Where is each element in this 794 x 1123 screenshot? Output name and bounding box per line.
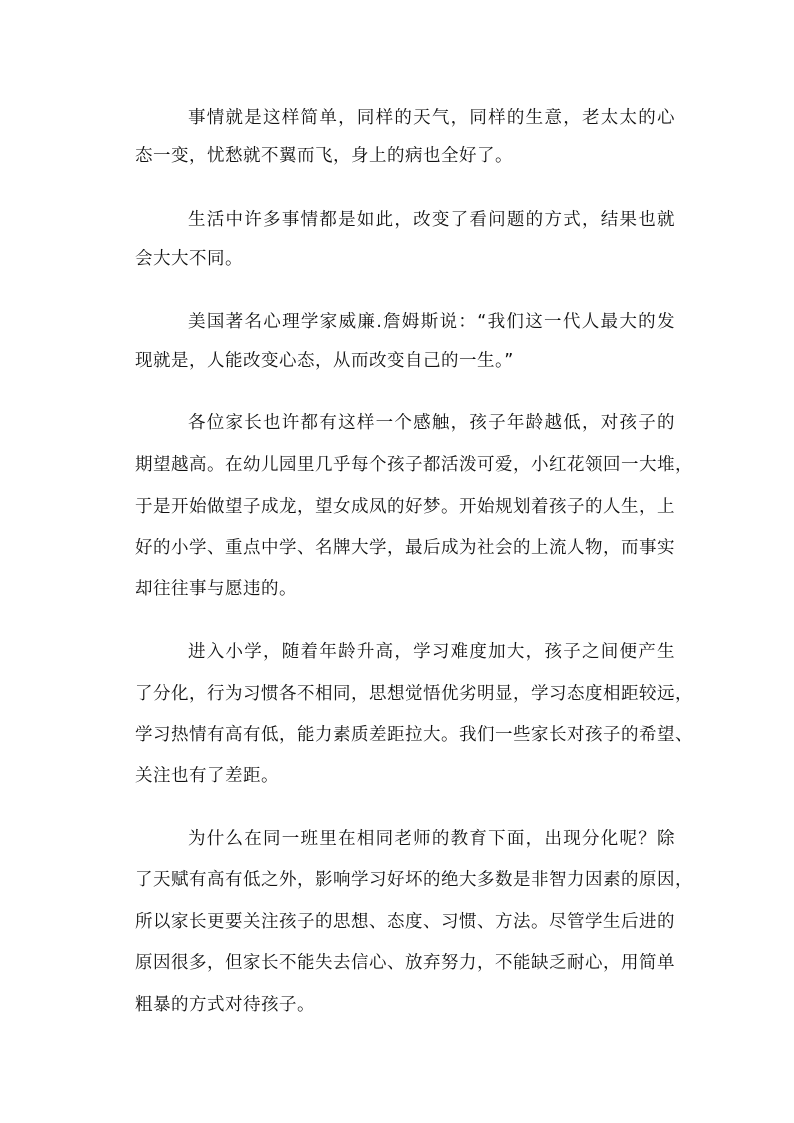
paragraph-5-line-1: 进入小学，随着年龄升高，学习难度加大，孩子之间便产生 bbox=[188, 642, 675, 662]
paragraph-5-line-2: 了分化，行为习惯各不相同，思想觉悟优劣明显，学习态度相距较远， bbox=[135, 684, 693, 704]
paragraph-4-line-2: 期望越高。在幼儿园里几乎每个孩子都活泼可爱，小红花领回一大堆， bbox=[135, 455, 693, 475]
paragraph-6-line-5: 粗暴的方式对待孩子。 bbox=[135, 995, 315, 1015]
paragraph-3-line-2: 现就是，人能改变心态，从而改变自己的一生。” bbox=[135, 351, 514, 371]
paragraph-4-line-3: 于是开始做望子成龙，望女成凤的好梦。开始规划着孩子的人生，上 bbox=[135, 497, 675, 517]
paragraph-6-line-1: 为什么在同一班里在相同老师的教育下面，出现分化呢？除 bbox=[188, 829, 675, 849]
paragraph-5-line-3: 学习热情有高有低，能力素质差距拉大。我们一些家长对孩子的希望、 bbox=[135, 725, 693, 745]
paragraph-6-line-2: 了天赋有高有低之外，影响学习好坏的绝大多数是非智力因素的原因， bbox=[135, 870, 693, 890]
paragraph-3-line-1: 美国著名心理学家威廉.詹姆斯说：“我们这一代人最大的发 bbox=[188, 312, 675, 332]
paragraph-6-line-4: 原因很多，但家长不能失去信心、放弃努力，不能缺乏耐心，用简单 bbox=[135, 953, 675, 973]
paragraph-5-line-4: 关注也有了差距。 bbox=[135, 766, 279, 786]
paragraph-1-line-1: 事情就是这样简单，同样的天气，同样的生意，老太太的心 bbox=[188, 108, 675, 128]
paragraph-4-line-4: 好的小学、重点中学、名牌大学，最后成为社会的上流人物，而事实 bbox=[135, 538, 675, 558]
paragraph-2-line-1: 生活中许多事情都是如此，改变了看问题的方式，结果也就 bbox=[188, 210, 675, 230]
paragraph-2-line-2: 会大大不同。 bbox=[135, 249, 243, 269]
paragraph-4-line-1: 各位家长也许都有这样一个感触，孩子年龄越低，对孩子的 bbox=[188, 413, 675, 433]
paragraph-4-line-5: 却往往事与愿违的。 bbox=[135, 579, 297, 599]
paragraph-6-line-3: 所以家长更要关注孩子的思想、态度、习惯、方法。尽管学生后进的 bbox=[135, 912, 675, 932]
paragraph-1-line-2: 态一变，忧愁就不翼而飞，身上的病也全好了。 bbox=[135, 146, 513, 166]
